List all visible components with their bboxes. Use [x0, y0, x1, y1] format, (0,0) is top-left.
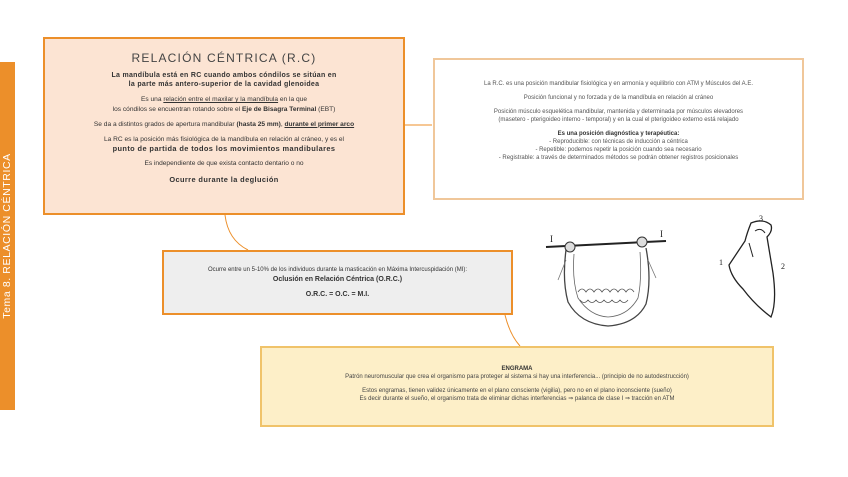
right-p5: - Reproducible: con técnicas de inducción a céntrica — [549, 139, 688, 145]
definition-box — [433, 58, 804, 200]
connector-main-to-mid — [225, 215, 248, 250]
main-line-9: Ocurre durante la deglución — [169, 174, 279, 184]
right-p1: La R.C. es una posición mandibular fisiológica y en armonía y equilibrio con ATM y Músculos del A.E. — [483, 81, 754, 87]
engrama-p2: Estos engramas, tienen validez únicamente en el plano consciente (vigilia), pero no en el plano inconsciente (sueño) — [362, 388, 672, 394]
main-line-8: Es independiente de que exista contacto dentario o no — [144, 160, 304, 168]
condyle-label-1: 1 — [719, 258, 723, 267]
right-p3b: (masetero - pterigoideo interno - temporal) y en la cual el pterigoideo externo está relajado — [498, 117, 739, 123]
engrama-p3: Es decir durante el sueño, el organismo trata de eliminar dichas interferencias ⇒ palanca de clase I ⇒ tracción en ATM — [359, 396, 675, 402]
axis-label-right: I — [660, 229, 663, 239]
mid-p1: Ocurre entre un 5-10% de los individuos durante la masticación en Máxima Intercuspidación (MI): — [207, 267, 468, 273]
right-p4: Es una posición diagnóstica y terapéutica: — [557, 131, 680, 137]
mid-p3: O.R.C. = O.C. = M.I. — [305, 291, 370, 298]
right-p7: - Registrable: a través de determinados métodos se podrán obtener registros posicionales — [498, 155, 739, 161]
right-p3a: Posición músculo esquelética mandibular, mantenida y determinada por músculos elevadores — [493, 109, 744, 115]
main-line-3: Es una relación entre el maxilar y la mandíbula en la que — [140, 96, 308, 104]
main-line-5: Se da a distintos grados de apertura mandibular (hasta 25 mm), durante el primer arco — [93, 120, 355, 128]
relation-link: relación entre el maxilar y la mandíbula — [163, 96, 279, 104]
connector-mid-to-engrama — [505, 315, 520, 346]
relacion-centrica-box — [43, 37, 405, 215]
engrama-box — [260, 346, 774, 427]
main-line-4: los cóndilos se encuentran rotando sobre el Eje de Bisagra Terminal (EBT) — [112, 105, 336, 113]
right-p6: - Repetible: podemos repetir la posición cuando sea necesario — [535, 147, 702, 153]
main-line-2: la parte más antero-superior de la cavidad glenoidea — [128, 81, 320, 89]
condyle-diagram — [715, 213, 795, 325]
mandible-illustration — [538, 220, 678, 338]
sidebar-label: Tema 8. RELACIÓN CÉNTRICA — [1, 153, 13, 319]
condyle-label-3: 3 — [759, 214, 763, 223]
condyle-label-2: 2 — [781, 262, 785, 271]
main-line-1: La mandíbula está en RC cuando ambos cóndilos se sitúan en — [111, 72, 337, 79]
mid-p2: Oclusión en Relación Céntrica (O.R.C.) — [272, 276, 403, 283]
axis-label-left: I — [550, 234, 553, 244]
main-title: RELACIÓN CÉNTRICA (R.C) — [131, 51, 317, 65]
oclusion-box — [162, 250, 513, 315]
engrama-p1: Patrón neuromuscular que crea el organismo para proteger al sistema si hay una interferencia... (principio de no autodestrucción) — [345, 374, 689, 380]
main-line-6: La RC es la posición más fisiológica de la mandíbula en relación al cráneo, y es el — [103, 136, 345, 144]
right-p2: Posición funcional y no forzada y de la mandíbula en relación al cráneo — [523, 95, 714, 101]
engrama-title: ENGRAMA — [501, 366, 533, 372]
main-line-7: punto de partida de todos los movimientos mandibulares — [112, 144, 336, 154]
